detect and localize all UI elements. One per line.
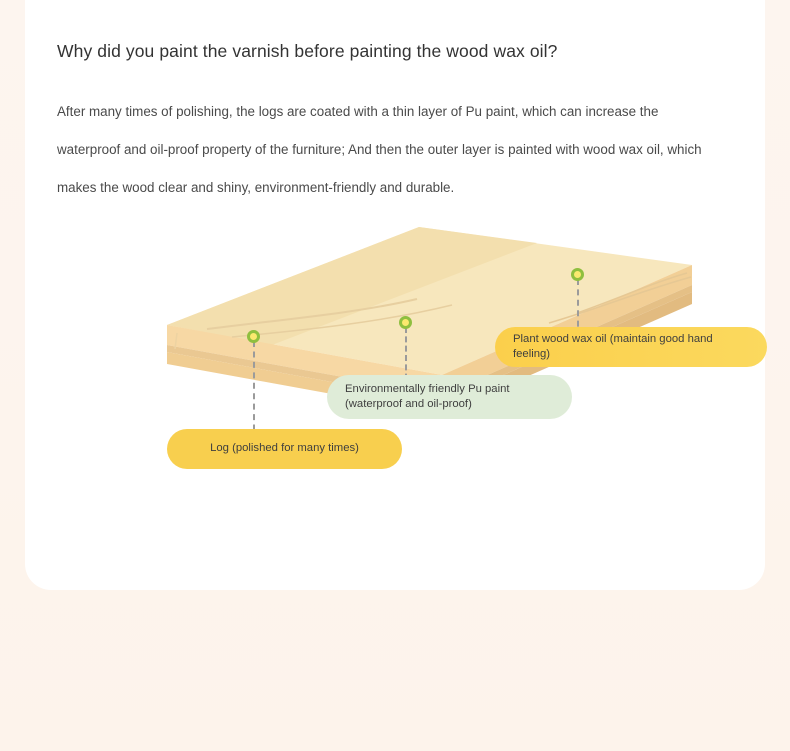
marker-log	[247, 330, 260, 343]
qa-content	[57, 40, 735, 507]
leader-line-log	[253, 341, 255, 441]
marker-pu-paint	[399, 316, 412, 329]
marker-wood-wax-oil	[571, 268, 584, 281]
answer-paragraph: After many times of polishing, the logs are coated with a thin layer of Pu paint, which can increase the waterproof and oil-proof property of the furniture; And then the outer layer is painted with wood wax oil, which makes the wood clear and shiny, environment-friendly and durable.	[57, 103, 702, 195]
callout-log: Log (polished for many times)	[167, 429, 402, 469]
callout-wood-wax-oil: Plant wood wax oil (maintain good hand feeling)	[495, 327, 767, 367]
callout-pu-paint: Environmentally friendly Pu paint (waterproof and oil-proof)	[327, 375, 572, 419]
page-title: Why did you paint the varnish before painting the wood wax oil?	[57, 41, 558, 61]
wood-layer-diagram	[57, 217, 757, 507]
qa-card	[25, 0, 765, 590]
